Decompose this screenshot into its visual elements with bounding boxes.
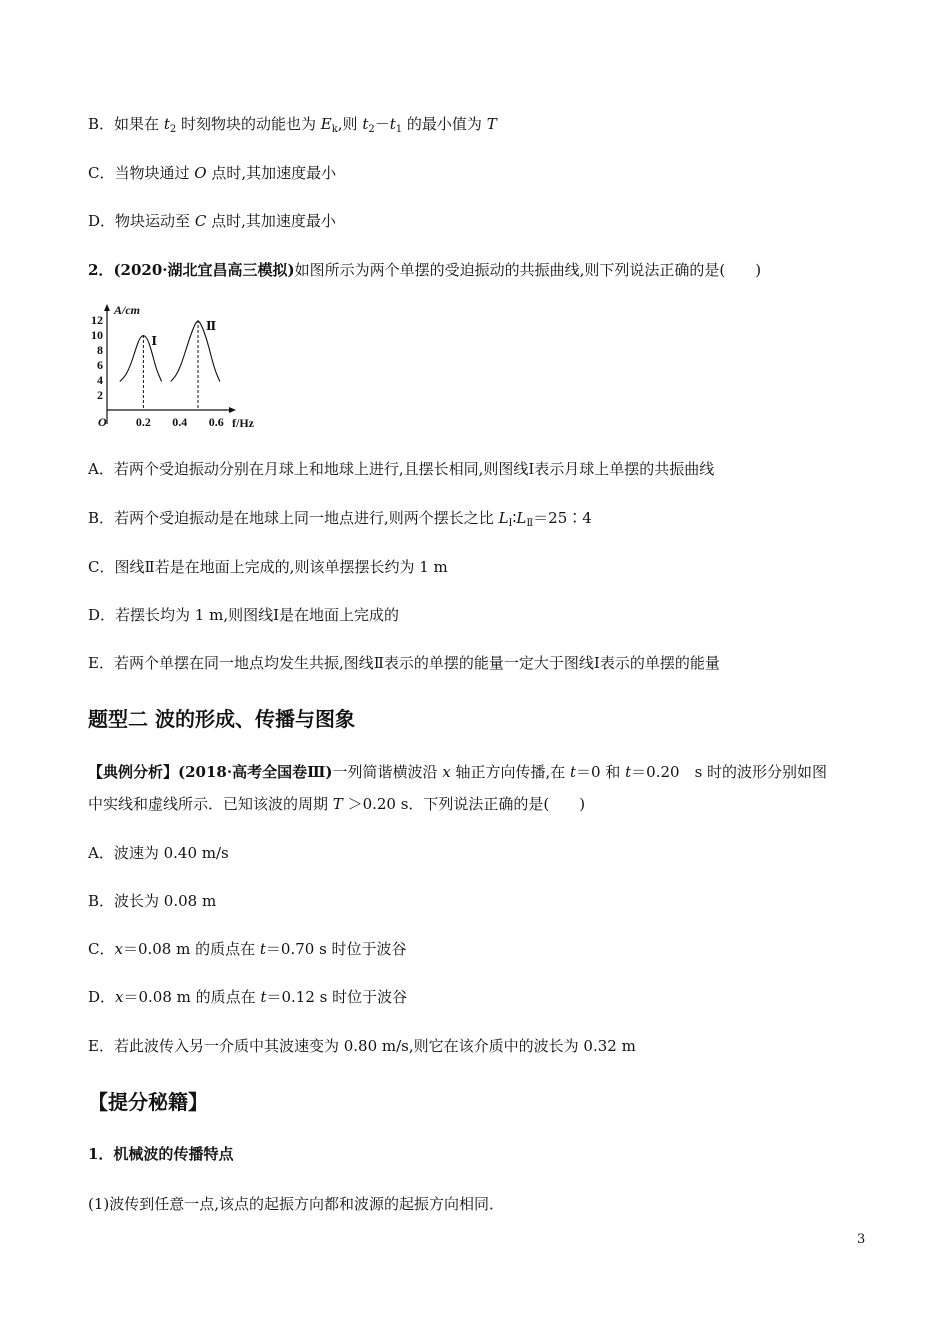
y-tick-label: 4 (97, 373, 103, 387)
y-ticks (91, 313, 103, 402)
y-tick-label: 12 (91, 313, 103, 327)
example-option-b: B．波长为 0.08 m (88, 892, 217, 910)
curves (120, 319, 220, 410)
x-tick-label: 0.4 (172, 415, 188, 429)
x-axis-arrow (229, 407, 236, 413)
tips-title: 【提分秘籍】 (88, 1090, 208, 1114)
example-option-d: D．x＝0.08 m 的质点在 t＝0.12 s 时位于波谷 (88, 988, 408, 1006)
y-tick-label: 8 (97, 343, 103, 357)
y-tick-label: 2 (97, 388, 103, 402)
example-line-2: 中实线和虚线所示．已知该波的周期 T ＞0.20 s．下列说法正确的是( ) (88, 795, 586, 813)
example-line-1: 【典例分析】(2018·高考全国卷Ⅲ)一列简谐横波沿 x 轴正方向传播,在 t＝0 和 t＝0.20 s 时的波形分别如图 (88, 763, 828, 781)
q1-option-d: D．物块运动至 C 点时,其加速度最小 (88, 212, 336, 230)
tips-subtitle: 1．机械波的传播特点 (88, 1145, 234, 1163)
y-tick-label: 6 (97, 358, 103, 372)
x-tick-label: 0.6 (208, 415, 224, 429)
section-title: 题型二 波的形成、传播与图象 (88, 707, 355, 731)
q2-option-e: E．若两个单摆在同一地点均发生共振,图线Ⅱ表示的单摆的能量一定大于图线Ⅰ表示的单摆的能量 (88, 654, 720, 672)
x-axis-label: f/Hz (232, 416, 254, 430)
y-tick-label: 10 (91, 328, 103, 342)
resonance-chart (84, 300, 274, 436)
page-number: 3 (857, 1232, 866, 1247)
y-axis-label: A/cm (114, 303, 140, 317)
example-option-c: C．x＝0.08 m 的质点在 t＝0.70 s 时位于波谷 (88, 940, 407, 958)
q2-option-b: B．若两个受迫振动是在地球上同一地点进行,则两个摆长之比 $L_Ⅰ∶L_Ⅱ=25∶4$ (88, 509, 592, 529)
origin-label: O (98, 415, 107, 429)
x-ticks (136, 415, 224, 429)
q1-option-c: C．当物块通过 O 点时,其加速度最小 (88, 164, 337, 182)
q2-option-d: D．若摆长均为 1 m,则图线Ⅰ是在地面上完成的 (88, 606, 400, 624)
q2-stem: 2．(2020·湖北宜昌高三模拟)如图所示为两个单摆的受迫振动的共振曲线,则下列说法正确的是( ) (88, 261, 762, 279)
y-axis-arrow (104, 304, 110, 311)
series-label-1: Ⅰ (151, 334, 158, 348)
q2-option-a: A．若两个受迫振动分别在月球上和地球上进行,且摆长相同,则图线Ⅰ表示月球上单摆的共振曲线 (88, 460, 715, 478)
x-tick-label: 0.2 (135, 415, 151, 429)
chart-axes (104, 304, 236, 424)
q2-option-c: C．图线Ⅱ若是在地面上完成的,则该单摆摆长约为 1 m (88, 558, 448, 576)
series-label-2: Ⅱ (206, 319, 217, 333)
tips-paragraph-1: (1)波传到任意一点,该点的起振方向都和波源的起振方向相同． (88, 1195, 505, 1213)
example-option-e: E．若此波传入另一介质中其波速变为 0.80 m/s,则它在该介质中的波长为 0.32 m (88, 1037, 636, 1055)
example-option-a: A．波速为 0.40 m/s (88, 844, 229, 862)
q1-option-b: B．如果在 $t_2$ 时刻物块的动能也为 $E_k$,则 $t_2-t_1$ 的最小值为 T (88, 115, 497, 135)
